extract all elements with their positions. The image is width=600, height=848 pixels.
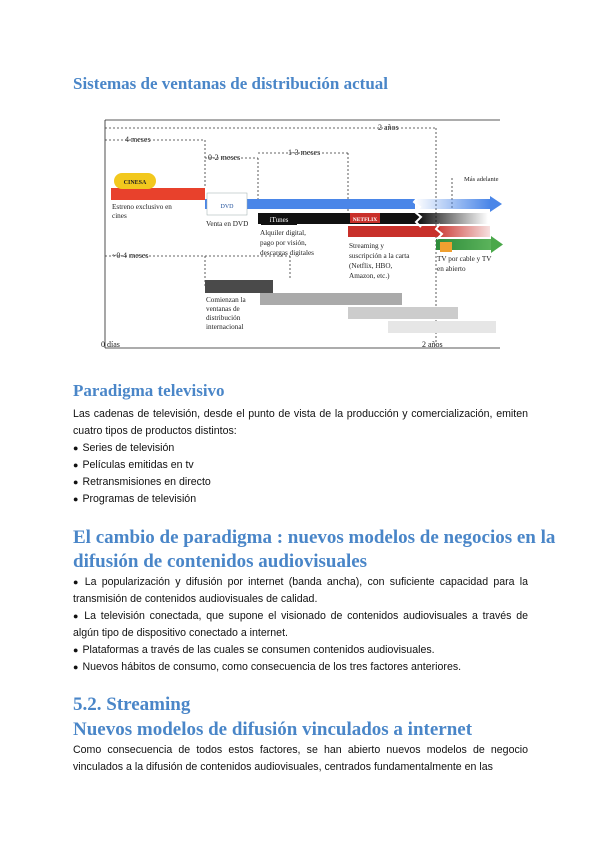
- list-item: ● La televisión conectada, que supone el visionado de contenidos audiovisuales a través de algún tipo de dispositivo conectado a internet.: [73, 608, 528, 642]
- label-axis-start: 0 días: [101, 340, 120, 349]
- section-heading-change-line2: difusión de contenidos audiovisuales: [73, 551, 368, 572]
- section-heading-change-line1: El cambio de paradigma : nuevos modelos de negocios en la: [73, 527, 556, 548]
- cinema-label: [112, 203, 172, 220]
- label-axis-end: 2 años: [422, 340, 443, 349]
- svg-text:Comienzan la: Comienzan la: [206, 296, 246, 304]
- international-label: [206, 296, 247, 331]
- international-bar-3: [348, 307, 458, 319]
- netflix-logo-text: NETFLIX: [352, 217, 378, 223]
- section-subheading-streaming: Nuevos modelos de difusión vinculados a internet: [73, 719, 473, 740]
- list-item: ● Películas emitidas en tv: [73, 457, 211, 474]
- paradigm-list: [73, 440, 211, 508]
- tv-logo: [440, 242, 452, 252]
- label-one-three-months: 1-3 meses: [288, 148, 321, 157]
- list-item: ● Retransmisiones en directo: [73, 474, 211, 491]
- svg-text:distribución: distribución: [206, 314, 241, 322]
- section-heading-paradigm: Paradigma televisivo: [73, 381, 225, 400]
- label-zero-two-months: 0-2 meses: [208, 153, 241, 162]
- section-heading-streaming: 5.2. Streaming: [73, 694, 191, 715]
- svg-text:TV por cable y TV: TV por cable y TV: [437, 255, 492, 263]
- svg-text:Streaming y: Streaming y: [349, 242, 384, 250]
- svg-text:Amazon, etc.): Amazon, etc.): [349, 272, 390, 280]
- dvd-label: Venta en DVD: [206, 220, 249, 228]
- tv-label: [437, 255, 492, 273]
- dvd-logo-text: DVD: [220, 204, 234, 210]
- label-more-later: Más adelante: [464, 176, 499, 183]
- section-paragraph-paradigm: Las cadenas de televisión, desde el punto de vista de la producción y comercialización, emiten cuatro tipos de productos distintos:: [73, 408, 528, 437]
- svg-text:Estreno exclusivo en: Estreno exclusivo en: [112, 203, 172, 211]
- svg-text:cines: cines: [112, 212, 127, 220]
- list-item: ● Plataformas a través de las cuales se consumen contenidos audiovisuales.: [73, 642, 528, 659]
- label-two-years: 2 años: [378, 123, 399, 132]
- distribution-windows-diagram: [100, 118, 505, 350]
- svg-text:descargas digitales: descargas digitales: [260, 249, 314, 257]
- streaming-label: [349, 242, 410, 280]
- dvd-arrow-head: [490, 196, 502, 212]
- section-heading-change: [73, 526, 555, 574]
- change-list: [73, 574, 528, 676]
- streaming-window-bar: [348, 226, 440, 237]
- page-title: Sistemas de ventanas de distribución actual: [73, 74, 388, 93]
- svg-text:suscripción a la carta: suscripción a la carta: [349, 252, 410, 260]
- label-four-months: 4 meses: [125, 135, 151, 144]
- list-item: ● Nuevos hábitos de consumo, como consecuencia de los tres factores anteriores.: [73, 659, 528, 676]
- list-item: ● Programas de televisión: [73, 491, 211, 508]
- section-paragraph-streaming: Como consecuencia de todos estos factores, se han abierto nuevos modelos de negocio vinculados a la difusión de contenidos audiovisuales, centrados fundamentalmente en las: [73, 744, 528, 773]
- svg-text:en abierto: en abierto: [437, 265, 466, 273]
- tv-arrow-head: [491, 236, 503, 253]
- rental-window-fade: [418, 213, 488, 224]
- streaming-window-fade: [440, 226, 490, 237]
- list-item: ● La popularización y difusión por internet (banda ancha), con suficiente capacidad para la transmisión de contenidos audiovisuales de calidad.: [73, 574, 528, 608]
- itunes-logo-text: iTunes: [269, 216, 289, 224]
- cinema-window-bar: [111, 188, 205, 200]
- rental-label: [260, 229, 314, 257]
- international-bar-2: [260, 293, 402, 305]
- international-bar-4: [388, 321, 496, 333]
- list-item: ● Series de televisión: [73, 440, 211, 457]
- svg-text:pago por visión,: pago por visión,: [260, 239, 307, 247]
- svg-text:ventanas de: ventanas de: [206, 305, 240, 313]
- dvd-window-fade: [415, 199, 490, 209]
- svg-text:(Netflix, HBO,: (Netflix, HBO,: [349, 262, 393, 270]
- svg-text:internacional: internacional: [206, 323, 244, 331]
- label-zero-four-months: ~0-4 meses: [112, 251, 149, 260]
- international-bar-1: [205, 280, 273, 293]
- cinesa-logo-text: CINESA: [123, 180, 147, 186]
- svg-text:Alquiler digital,: Alquiler digital,: [260, 229, 306, 237]
